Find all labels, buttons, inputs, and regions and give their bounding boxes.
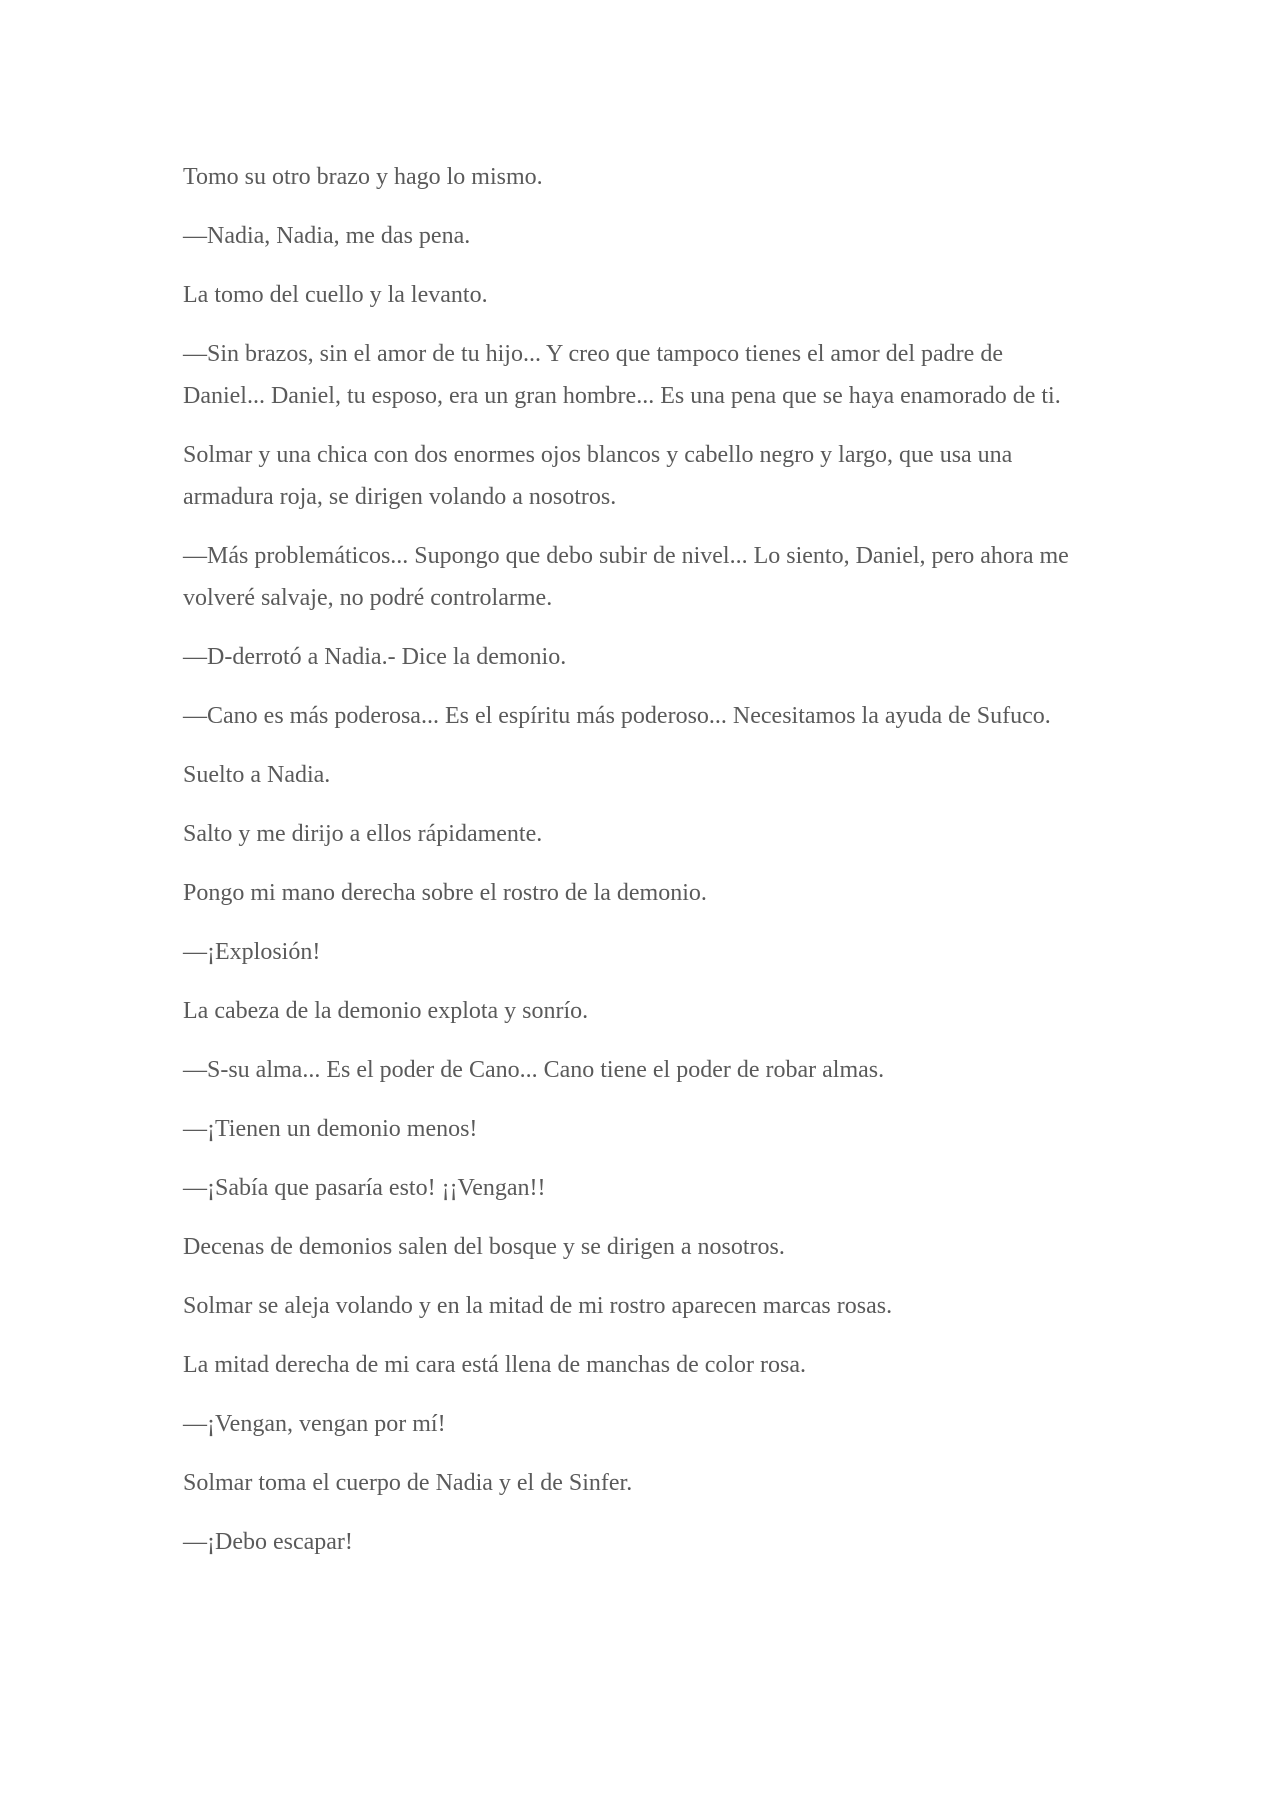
paragraph: —Nadia, Nadia, me das pena. xyxy=(183,223,471,249)
paragraph: —¡Explosión! xyxy=(183,939,321,965)
paragraph: Tomo su otro brazo y hago lo mismo. xyxy=(183,164,543,190)
paragraph: Decenas de demonios salen del bosque y se dirigen a nosotros. xyxy=(183,1234,785,1260)
paragraph: La tomo del cuello y la levanto. xyxy=(183,282,488,308)
paragraph: Solmar toma el cuerpo de Nadia y el de Sinfer. xyxy=(183,1470,633,1496)
paragraph: Solmar y una chica con dos enormes ojos blancos y cabello negro y largo, que usa una armadura roja, se dirigen volando a nosotros. xyxy=(183,442,1013,510)
paragraph: Salto y me dirijo a ellos rápidamente. xyxy=(183,821,543,847)
paragraph: La mitad derecha de mi cara está llena de manchas de color rosa. xyxy=(183,1352,807,1378)
paragraph: —S-su alma... Es el poder de Cano... Cano tiene el poder de robar almas. xyxy=(183,1057,885,1083)
paragraph: Solmar se aleja volando y en la mitad de mi rostro aparecen marcas rosas. xyxy=(183,1293,893,1319)
paragraph: —Cano es más poderosa... Es el espíritu más poderoso... Necesitamos la ayuda de Sufuco. xyxy=(183,703,1051,729)
paragraph: Pongo mi mano derecha sobre el rostro de la demonio. xyxy=(183,880,707,906)
paragraph: —¡Tienen un demonio menos! xyxy=(183,1116,478,1142)
paragraph: —¡Sabía que pasaría esto! ¡¡Vengan!! xyxy=(183,1175,546,1201)
paragraph: —¡Debo escapar! xyxy=(183,1529,353,1555)
paragraph: —D-derrotó a Nadia.- Dice la demonio. xyxy=(183,644,567,670)
paragraph: —Más problemáticos... Supongo que debo subir de nivel... Lo siento, Daniel, pero ahora me volveré salvaje, no podré controlarme. xyxy=(183,543,1069,611)
paragraph: Suelto a Nadia. xyxy=(183,762,331,788)
paragraph: —Sin brazos, sin el amor de tu hijo... Y creo que tampoco tienes el amor del padre de Daniel... Daniel, tu esposo, era un gran hombre... Es una pena que se haya enamorado de ti. xyxy=(183,341,1061,409)
paragraph: —¡Vengan, vengan por mí! xyxy=(183,1411,446,1437)
text-body xyxy=(183,156,1083,1580)
paragraph: La cabeza de la demonio explota y sonrío. xyxy=(183,998,589,1024)
